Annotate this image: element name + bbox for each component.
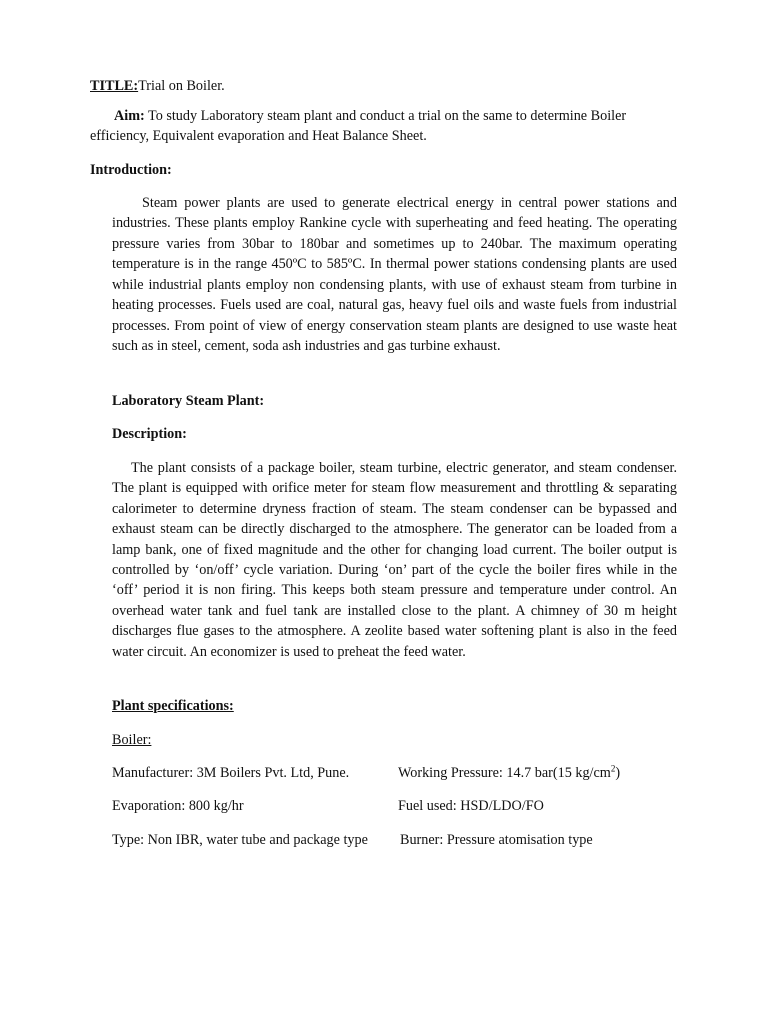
spec-manufacturer: Manufacturer: 3M Boilers Pvt. Ltd, Pune. <box>112 765 350 781</box>
title-text: Trial on Boiler. <box>138 78 225 94</box>
introduction-heading: Introduction: <box>90 162 172 178</box>
spec-working-pressure-end: ) <box>615 765 621 781</box>
spec-working-pressure-text: Working Pressure: 14.7 bar(15 kg/cm <box>398 765 611 781</box>
aim-label: Aim: <box>114 108 145 124</box>
spec-burner: Burner: Pressure atomisation type <box>400 832 593 848</box>
lab-plant-heading: Laboratory Steam Plant: <box>112 393 265 409</box>
aim-line-1 <box>114 107 626 125</box>
spec-working-pressure <box>398 764 620 782</box>
aim-text-1: To study Laboratory steam plant and conduct a trial on the same to determine Boiler <box>144 108 627 124</box>
spec-evaporation: Evaporation: 800 kg/hr <box>112 798 244 814</box>
spec-working-pressure-sup: 2 <box>610 763 616 774</box>
description-paragraph: The plant consists of a package boiler, steam turbine, electric generator, and steam condenser. The plant is equipped with orifice meter for steam flow measurement and throttling & separating calorimeter to determine dryness fraction of steam. The steam condenser can be bypassed and exhaust steam can be directly discharged to the atmosphere. The generator can be loaded from a lamp bank, one of fixed magnitude and the other for changing load current. The boiler output is controlled by ‘on/off’ cycle variation. During ‘on’ part of the cycle the boiler fires while in the ‘off’ period it is non firing. This keeps both steam pressure and temperature under control. An overhead water tank and fuel tank are installed close to the plant. A chimney of 30 m height discharges flue gases to the atmosphere. A zeolite based water softening plant is also in the feed water circuit. An economizer is used to preheat the feed water. <box>112 460 677 660</box>
aim-line-2: efficiency, Equivalent evaporation and Heat Balance Sheet. <box>90 128 427 144</box>
spec-type: Type: Non IBR, water tube and package type <box>112 832 368 848</box>
plant-specifications-heading: Plant specifications: <box>112 698 234 714</box>
introduction-paragraph: Steam power plants are used to generate electrical energy in central power stations and industries. These plants employ Rankine cycle with superheating and feed heating. The operating pressure varies from 30bar to 180bar and sometimes up to 240bar. The maximum operating temperature is in the range 450ºC to 585ºC. In thermal power stations condensing plants are used while industrial plants employ non condensing plants, with use of exhaust steam from turbine in heating processes. Fuels used are coal, natural gas, heavy fuel oils and waste fuels from industrial processes. From point of view of energy conservation steam plants are designed to use waste heat such as in steel, cement, soda ash industries and gas turbine exhaust. <box>112 195 677 355</box>
title-label: TITLE: <box>90 78 139 94</box>
title-line <box>90 77 225 95</box>
description-heading: Description: <box>112 426 187 442</box>
spec-fuel-used: Fuel used: HSD/LDO/FO <box>398 798 544 814</box>
boiler-heading: Boiler: <box>112 732 152 748</box>
